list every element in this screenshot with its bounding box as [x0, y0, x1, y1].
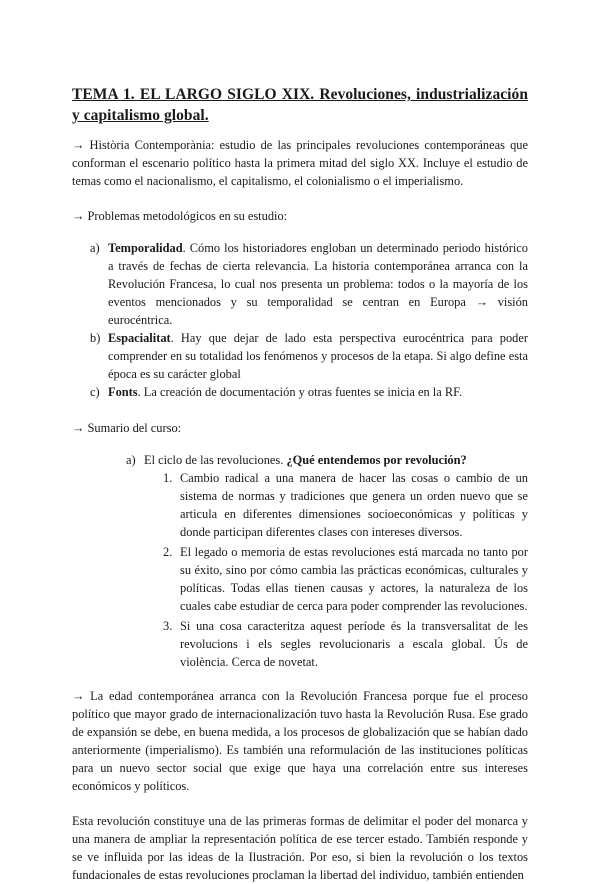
- problem-item-temporalidad: [90, 239, 528, 329]
- problems-heading: → Problemas metodológicos en su estudio:: [72, 209, 288, 223]
- summary-point-text: El legado o memoria de estas revoluciones está marcada no tanto por su éxito, sino por cómo cambia las prácticas económicas, culturales y políticas. Todas ellas tienen causas y actores, la naturaleza de los cuales cabe estudiar de cerca para poder comprender las revoluciones.: [180, 545, 528, 613]
- body-paragraph-2: Esta revolución constituye una de las primeras formas de delimitar el poder del monarca y una manera de ampliar la representación política de ese tercer estado. También responde y se ve influida por las ideas de la Ilustración. Por eso, si bien la revolución o los textos fundacionales de estas revoluciones proclaman la libertad del individuo, también entienden: [72, 814, 528, 882]
- list-marker: a): [90, 241, 100, 255]
- problem-term: Temporalidad: [108, 241, 183, 255]
- list-marker: 1.: [163, 471, 173, 485]
- summary-heading: → Sumario del curso:: [72, 421, 182, 435]
- summary-item-question: ¿Qué entendemos por revolución?: [286, 453, 467, 467]
- list-marker: c): [90, 385, 100, 399]
- body-paragraph-1: → La edad contemporánea arranca con la Revolución Francesa porque fue el proceso político que mayor grado de internacionalización tuvo hasta la Revolución Rusa. Ese grado de expansión se debe, en buena medida, a los procesos de globalización que se habían dado anteriormente (imperialismo). Es también una reformulación de las instituciones políticas para un nuevo sector social que exige que haya una correlación entre sus intereses económicos y políticos.: [72, 689, 528, 793]
- problem-term: Espacialitat: [108, 331, 171, 345]
- summary-point-text: Cambio radical a una manera de hacer las cosas o cambio de un sistema de normas y tradiciones que genera un orden nuevo que se articula en diferentes dimensiones socioeconómicas y políticas y donde participan diferentes clases con intereses diversos.: [180, 471, 528, 539]
- list-marker: b): [90, 331, 101, 345]
- problem-text: . La creación de documentación y otras fuentes se inicia en la RF.: [137, 385, 463, 399]
- summary-item-text: El ciclo de las revoluciones.: [144, 453, 287, 467]
- list-marker: 3.: [163, 619, 173, 633]
- document-page: [72, 84, 528, 884]
- summary-point: [163, 617, 528, 671]
- problem-term: Fonts: [108, 385, 138, 399]
- problems-list: [72, 239, 528, 401]
- problem-text: . Hay que dejar de lado esta perspectiva eurocéntrica para poder comprender en su totalidad los fenómenos y procesos de la etapa. Si algo define esta época es su carácter global: [108, 331, 528, 381]
- summary-point-text: Si una cosa caracteritza aquest període és la transversalitat de les revolucions i els segles revolucionaris a escala global. Ús de violència. Cerca de novetat.: [180, 619, 528, 669]
- summary-point: [163, 469, 528, 541]
- problem-item-espacialitat: [90, 329, 528, 383]
- document-title: TEMA 1. EL LARGO SIGLO XIX. Revoluciones, industrialización y capitalismo global.: [72, 86, 528, 124]
- summary-points-list: [72, 469, 528, 671]
- summary-point: [163, 543, 528, 615]
- list-marker: a): [126, 453, 136, 467]
- problem-text: . Cómo los historiadores engloban un determinado periodo histórico a través de fechas de cierta relevancia. La historia contemporánea arranca con la Revolución Francesa, lo cual nos presenta un problema: todos o la mayoría de los eventos mencionados y su temporalidad se centran en Europa → visión eurocéntrica.: [108, 241, 528, 327]
- summary-item-revolutions: [72, 451, 528, 469]
- problem-item-fonts: [90, 383, 528, 401]
- list-marker: 2.: [163, 545, 173, 559]
- intro-paragraph: → Història Contemporània: estudio de las principales revoluciones contemporáneas que conforman el escenario político hasta la primera mitad del siglo XX. Incluye el estudio de temas como el nacionalismo, el capitalismo, el colonialismo o el imperialismo.: [72, 138, 528, 188]
